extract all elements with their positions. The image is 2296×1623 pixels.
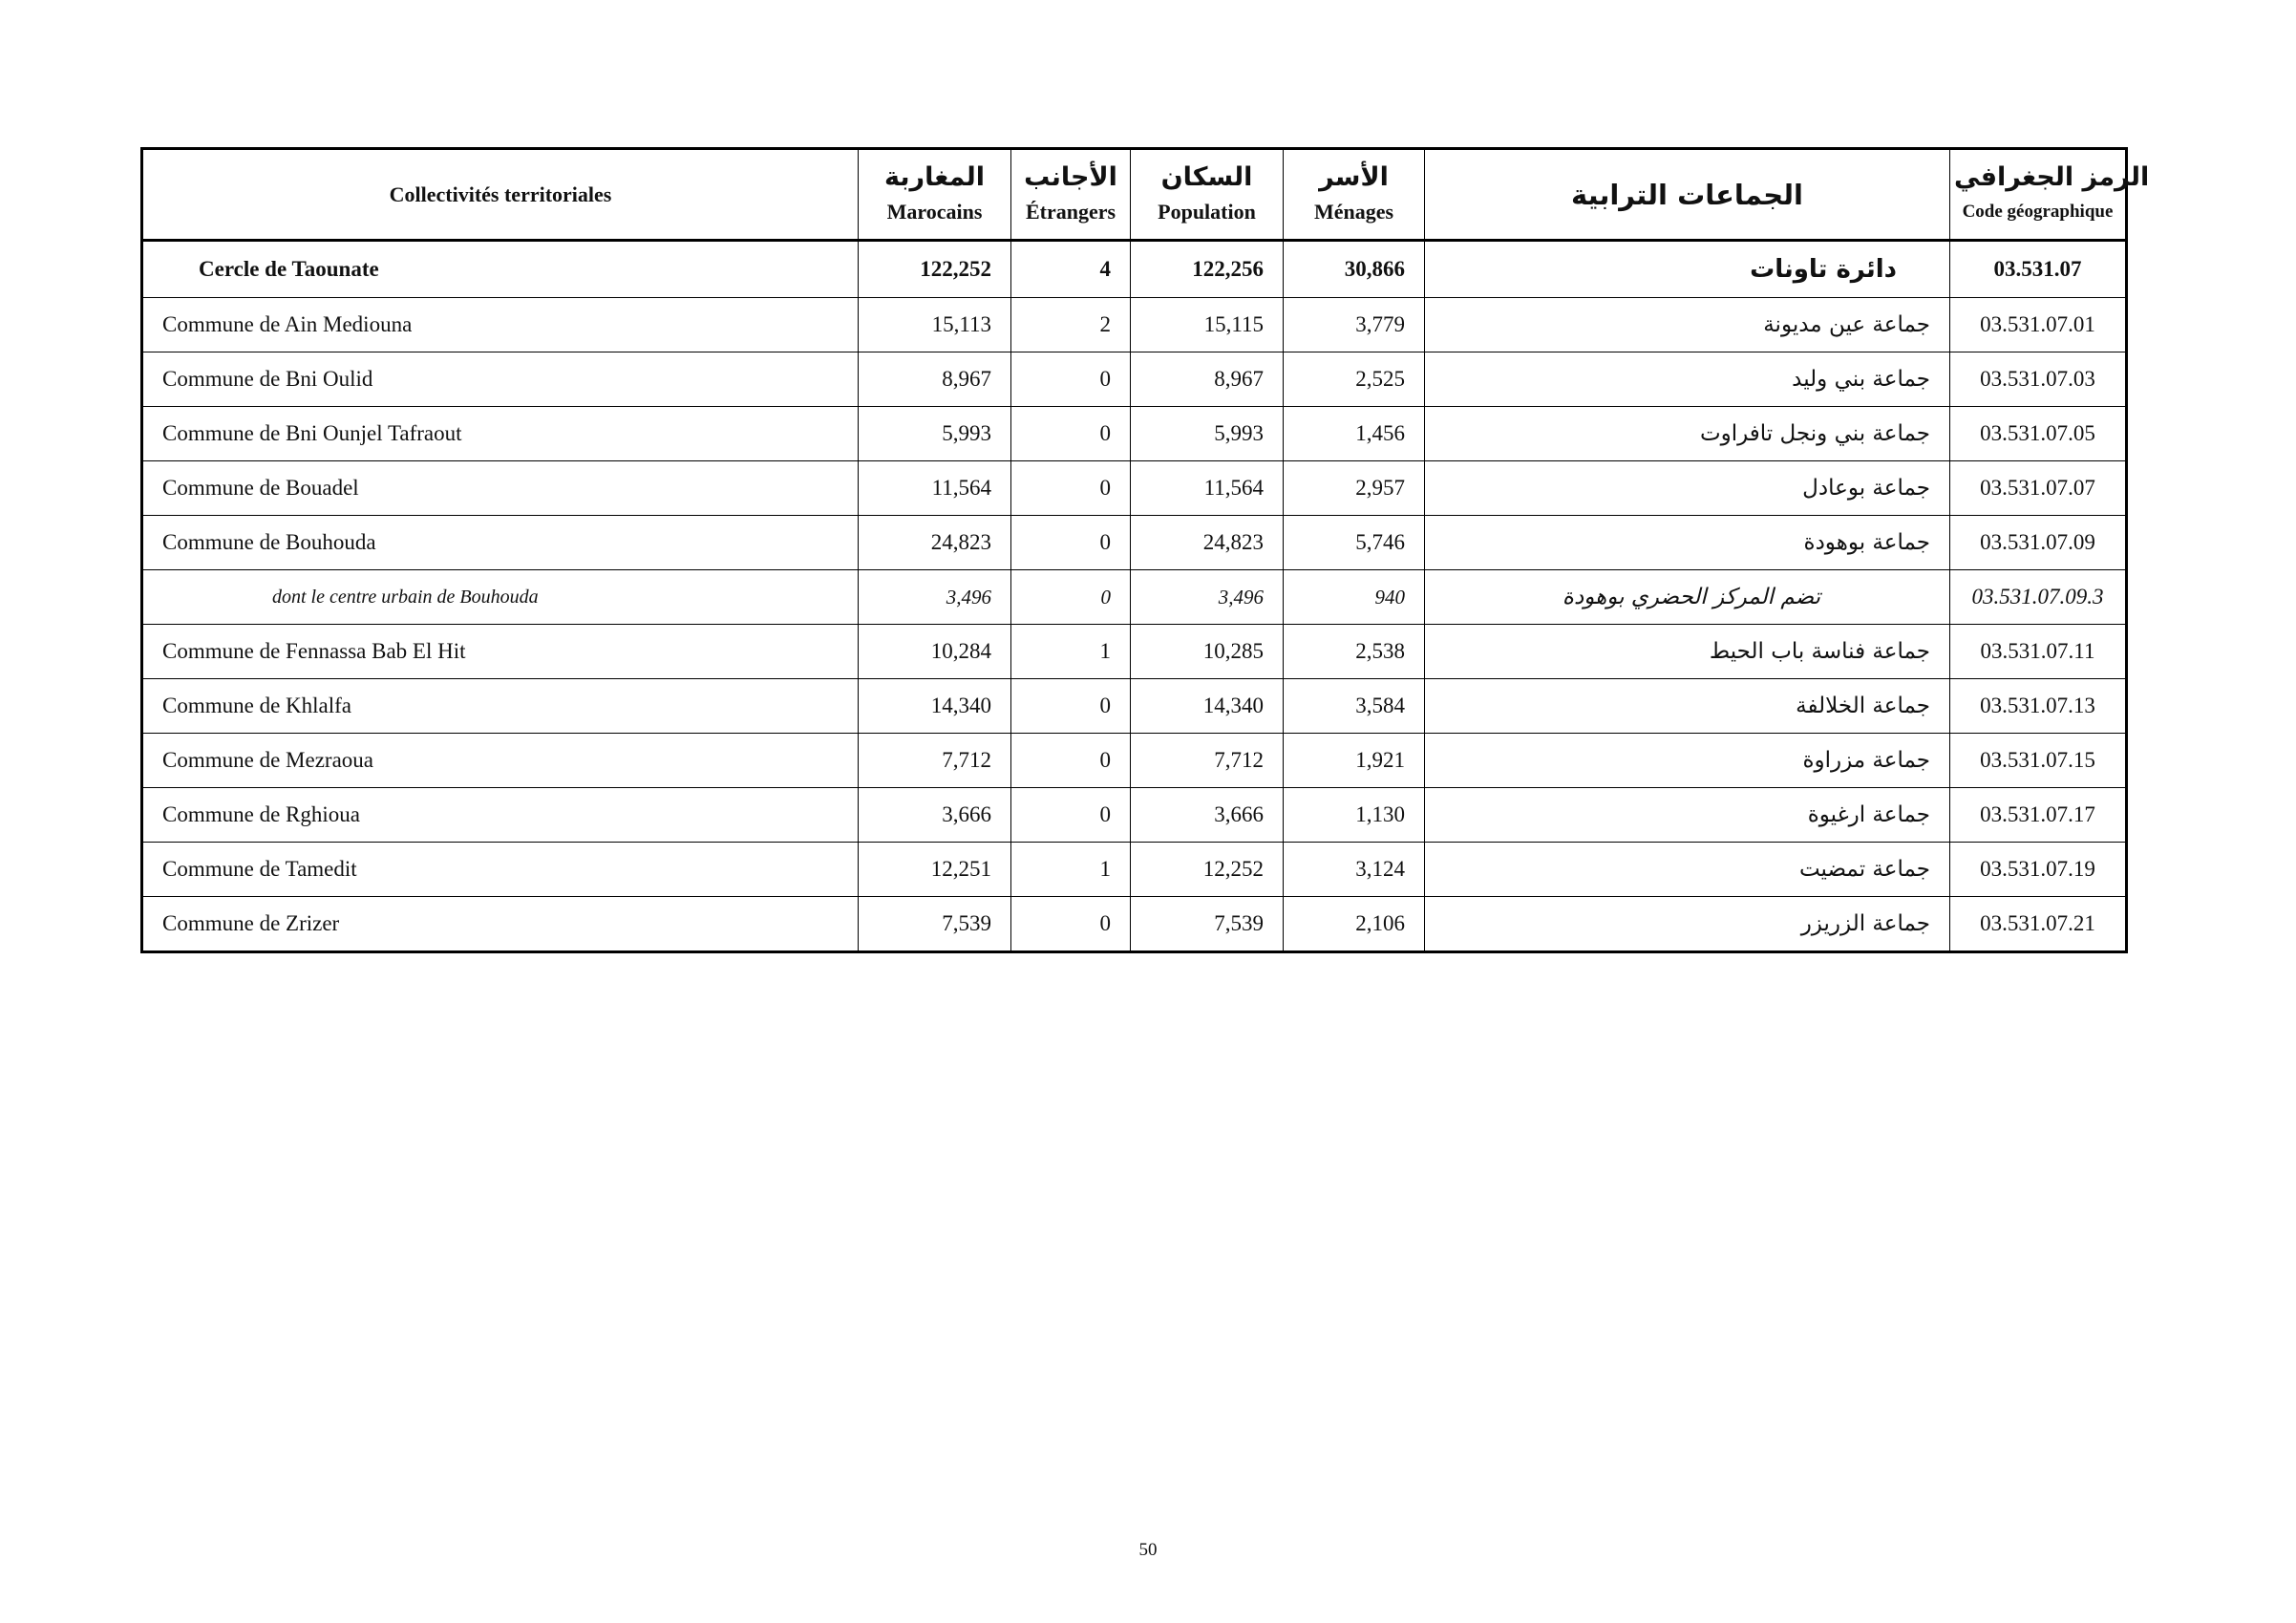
cell-etrangers: 0 [1011, 407, 1131, 461]
cell-name-fr: Commune de Bouadel [142, 461, 859, 516]
table-row [142, 570, 2127, 625]
header-marocains [859, 149, 1011, 241]
header-marocains-ar: المغاربة [884, 161, 985, 192]
cell-population: 3,666 [1131, 788, 1284, 843]
cell-name-fr: dont le centre urbain de Bouhouda [142, 570, 859, 625]
header-menages-ar: الأسر [1319, 161, 1389, 192]
cell-code: 03.531.07 [1950, 241, 2127, 298]
table-row [142, 407, 2127, 461]
cell-code: 03.531.07.07 [1950, 461, 2127, 516]
cell-name-ar: جماعة بوعادل [1425, 461, 1950, 516]
cell-marocains: 15,113 [859, 298, 1011, 352]
table-row [142, 516, 2127, 570]
cell-population: 24,823 [1131, 516, 1284, 570]
cell-name-fr: Commune de Khlalfa [142, 679, 859, 734]
table-row [142, 897, 2127, 952]
cell-etrangers: 0 [1011, 788, 1131, 843]
cell-name-fr: Commune de Bouhouda [142, 516, 859, 570]
table-row [142, 843, 2127, 897]
cell-menages: 940 [1284, 570, 1425, 625]
cell-etrangers: 1 [1011, 843, 1131, 897]
cell-menages: 2,957 [1284, 461, 1425, 516]
cell-population: 10,285 [1131, 625, 1284, 679]
page-number: 50 [1138, 1540, 1158, 1560]
cell-etrangers: 1 [1011, 625, 1131, 679]
cell-marocains: 10,284 [859, 625, 1011, 679]
cell-code: 03.531.07.21 [1950, 897, 2127, 952]
cell-name-fr: Commune de Tamedit [142, 843, 859, 897]
cell-name-ar: جماعة بني ونجل تافراوت [1425, 407, 1950, 461]
cell-name-ar: جماعة ارغيوة [1425, 788, 1950, 843]
table-header [142, 149, 2150, 241]
header-collectivites-ar: الجماعات الترابية [1425, 149, 1950, 241]
table-row [142, 788, 2127, 843]
header-marocains-fr: Marocains [886, 199, 983, 224]
cell-name-ar: جماعة مزراوة [1425, 734, 1950, 788]
header-code-fr: Code géographique [1962, 201, 2114, 222]
cell-code: 03.531.07.09.3 [1950, 570, 2127, 625]
cell-code: 03.531.07.17 [1950, 788, 2127, 843]
cell-etrangers: 0 [1011, 570, 1131, 625]
cell-population: 15,115 [1131, 298, 1284, 352]
cell-etrangers: 0 [1011, 352, 1131, 407]
cell-population: 8,967 [1131, 352, 1284, 407]
cell-name-ar: جماعة فناسة باب الحيط [1425, 625, 1950, 679]
cell-etrangers: 0 [1011, 734, 1131, 788]
cell-menages: 1,921 [1284, 734, 1425, 788]
cell-marocains: 7,712 [859, 734, 1011, 788]
cell-name-fr: Commune de Zrizer [142, 897, 859, 952]
header-collectivites-fr: Collectivités territoriales [142, 149, 859, 241]
cell-marocains: 12,251 [859, 843, 1011, 897]
table-row [142, 461, 2127, 516]
census-table [140, 147, 2150, 953]
cell-menages: 1,456 [1284, 407, 1425, 461]
cell-menages: 3,124 [1284, 843, 1425, 897]
header-menages-fr: Ménages [1313, 199, 1394, 224]
header-code-ar: الرمز الجغرافي [1954, 161, 2150, 192]
cell-population: 122,256 [1131, 241, 1284, 298]
header-etrangers-fr: Étrangers [1025, 199, 1116, 224]
cell-menages: 2,525 [1284, 352, 1425, 407]
cell-population: 3,496 [1131, 570, 1284, 625]
cell-menages: 3,779 [1284, 298, 1425, 352]
cell-name-ar: جماعة الزريزر [1425, 897, 1950, 952]
cell-marocains: 122,252 [859, 241, 1011, 298]
cell-name-fr: Cercle de Taounate [142, 241, 859, 298]
cell-etrangers: 0 [1011, 516, 1131, 570]
cell-population: 12,252 [1131, 843, 1284, 897]
cell-name-fr: Commune de Mezraoua [142, 734, 859, 788]
cell-name-ar: تضم المركز الحضري بوهودة [1425, 570, 1950, 625]
header-population-ar: السكان [1160, 161, 1253, 192]
table-row [142, 625, 2127, 679]
cell-population: 7,539 [1131, 897, 1284, 952]
cell-marocains: 3,666 [859, 788, 1011, 843]
cell-code: 03.531.07.05 [1950, 407, 2127, 461]
cell-menages: 3,584 [1284, 679, 1425, 734]
cell-marocains: 3,496 [859, 570, 1011, 625]
cell-name-ar: جماعة تمضيت [1425, 843, 1950, 897]
cell-name-ar: جماعة الخلالفة [1425, 679, 1950, 734]
cell-marocains: 5,993 [859, 407, 1011, 461]
table-body [142, 241, 2127, 952]
cell-name-ar: جماعة عين مديونة [1425, 298, 1950, 352]
cell-population: 7,712 [1131, 734, 1284, 788]
cell-name-ar: جماعة بني وليد [1425, 352, 1950, 407]
cell-etrangers: 4 [1011, 241, 1131, 298]
cell-etrangers: 2 [1011, 298, 1131, 352]
cell-name-fr: Commune de Fennassa Bab El Hit [142, 625, 859, 679]
cell-menages: 2,538 [1284, 625, 1425, 679]
table-row [142, 298, 2127, 352]
header-etrangers-ar: الأجانب [1024, 161, 1117, 192]
cell-code: 03.531.07.15 [1950, 734, 2127, 788]
cell-name-fr: Commune de Rghioua [142, 788, 859, 843]
cell-menages: 1,130 [1284, 788, 1425, 843]
cell-code: 03.531.07.11 [1950, 625, 2127, 679]
table-row [142, 734, 2127, 788]
table-row-total [142, 241, 2127, 298]
cell-name-fr: Commune de Bni Oulid [142, 352, 859, 407]
header-etrangers [1011, 149, 1131, 241]
cell-code: 03.531.07.03 [1950, 352, 2127, 407]
cell-etrangers: 0 [1011, 461, 1131, 516]
cell-code: 03.531.07.01 [1950, 298, 2127, 352]
cell-name-ar: دائرة تاونات [1425, 241, 1950, 298]
cell-code: 03.531.07.09 [1950, 516, 2127, 570]
cell-marocains: 14,340 [859, 679, 1011, 734]
cell-menages: 2,106 [1284, 897, 1425, 952]
table-row [142, 679, 2127, 734]
cell-population: 11,564 [1131, 461, 1284, 516]
cell-marocains: 11,564 [859, 461, 1011, 516]
cell-name-fr: Commune de Ain Mediouna [142, 298, 859, 352]
cell-code: 03.531.07.13 [1950, 679, 2127, 734]
cell-marocains: 24,823 [859, 516, 1011, 570]
cell-population: 14,340 [1131, 679, 1284, 734]
header-population-fr: Population [1158, 199, 1256, 224]
cell-population: 5,993 [1131, 407, 1284, 461]
cell-etrangers: 0 [1011, 897, 1131, 952]
cell-menages: 30,866 [1284, 241, 1425, 298]
cell-marocains: 8,967 [859, 352, 1011, 407]
cell-name-ar: جماعة بوهودة [1425, 516, 1950, 570]
cell-etrangers: 0 [1011, 679, 1131, 734]
header-menages [1284, 149, 1425, 241]
table-row [142, 352, 2127, 407]
cell-menages: 5,746 [1284, 516, 1425, 570]
header-code [1950, 149, 2150, 241]
cell-name-fr: Commune de Bni Ounjel Tafraout [142, 407, 859, 461]
cell-marocains: 7,539 [859, 897, 1011, 952]
header-population [1131, 149, 1284, 241]
cell-code: 03.531.07.19 [1950, 843, 2127, 897]
